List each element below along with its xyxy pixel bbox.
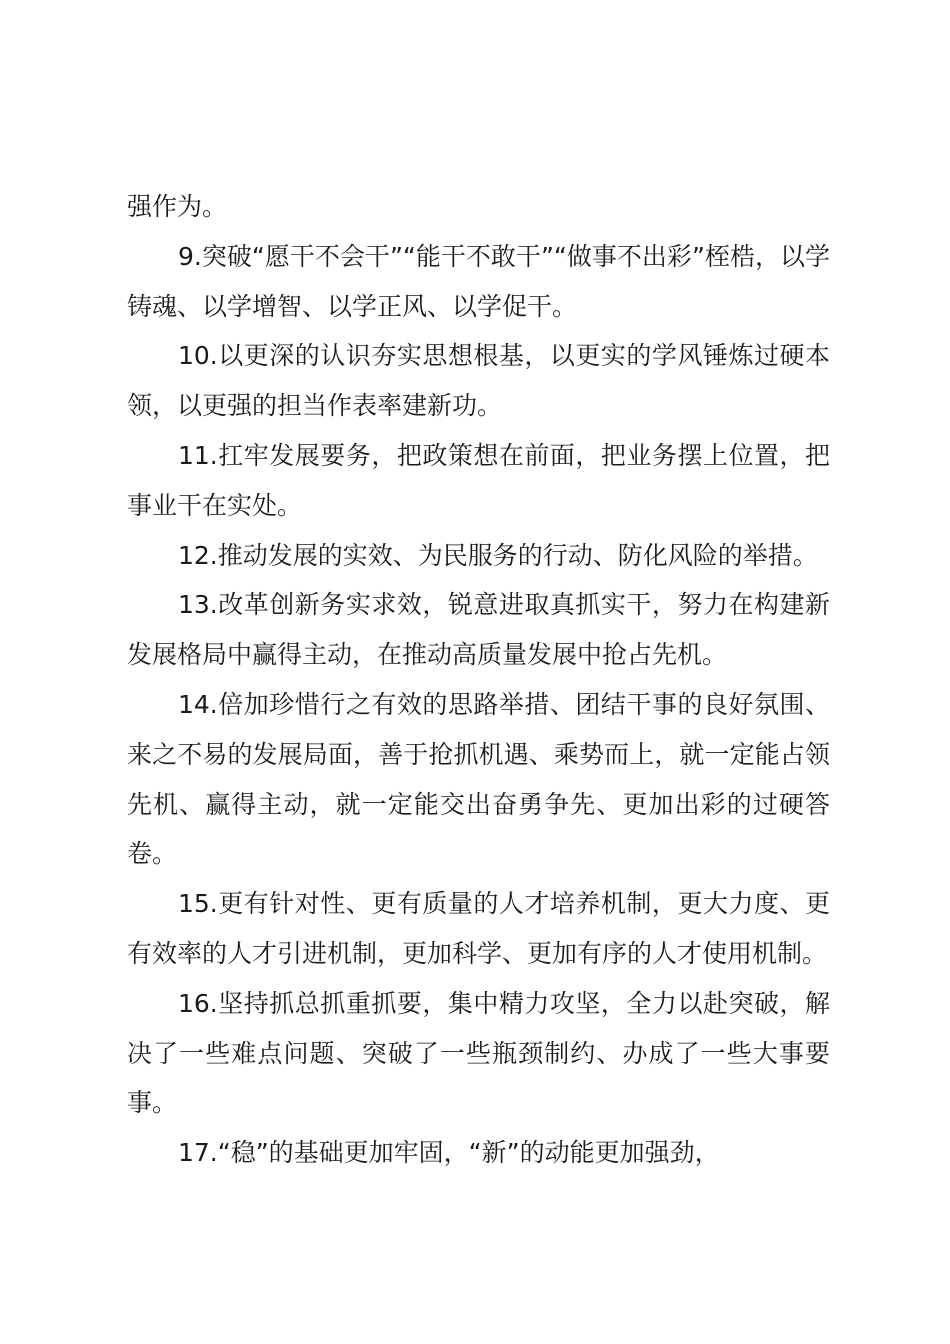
paragraph-12: 12.推动发展的实效、为民服务的行动、防化风险的举措。 <box>178 540 818 570</box>
paragraph-10: 10.以更深的认识夯实思想根基，以更实的学风锤炼过硬本领，以更强的担当作表率建新功。 <box>127 341 830 421</box>
paragraph-11: 11.扛牢发展要务，把政策想在前面，把业务摆上位置，把事业干在实处。 <box>127 440 830 520</box>
paragraph-13: 13.改革创新务实求效，锐意进取真抓实干，努力在构建新发展格局中赢得主动，在推动高质量发展中抢占先机。 <box>127 590 830 670</box>
paragraph-15: 15.更有针对性、更有质量的人才培养机制，更大力度、更有效率的人才引进机制，更加科学、更加有序的人才使用机制。 <box>127 889 830 968</box>
paragraph-9: 9.突破“愿干不会干”“能干不敢干”“做事不出彩”桎梏，以学铸魂、以学增智、以学正风、以学促干。 <box>127 241 830 321</box>
paragraph-16: 16.坚持抓总抓重抓要，集中精力攻坚，全力以赴突破，解决了一些难点问题、突破了一些瓶颈制约、办成了一些大事要事。 <box>127 988 830 1118</box>
paragraph-continued: 强作为。 <box>127 192 228 221</box>
document-body <box>127 182 830 1178</box>
paragraph-14: 14.倍加珍惜行之有效的思路举措、团结干事的良好氛围、来之不易的发展局面，善于抢抓机遇、乘势而上，就一定能占领先机、赢得主动，就一定能交出奋勇争先、更加出彩的过硬答卷。 <box>127 689 830 869</box>
paragraph-17: 17.“稳”的基础更加牢固，“新”的动能更加强劲， <box>178 1138 720 1168</box>
